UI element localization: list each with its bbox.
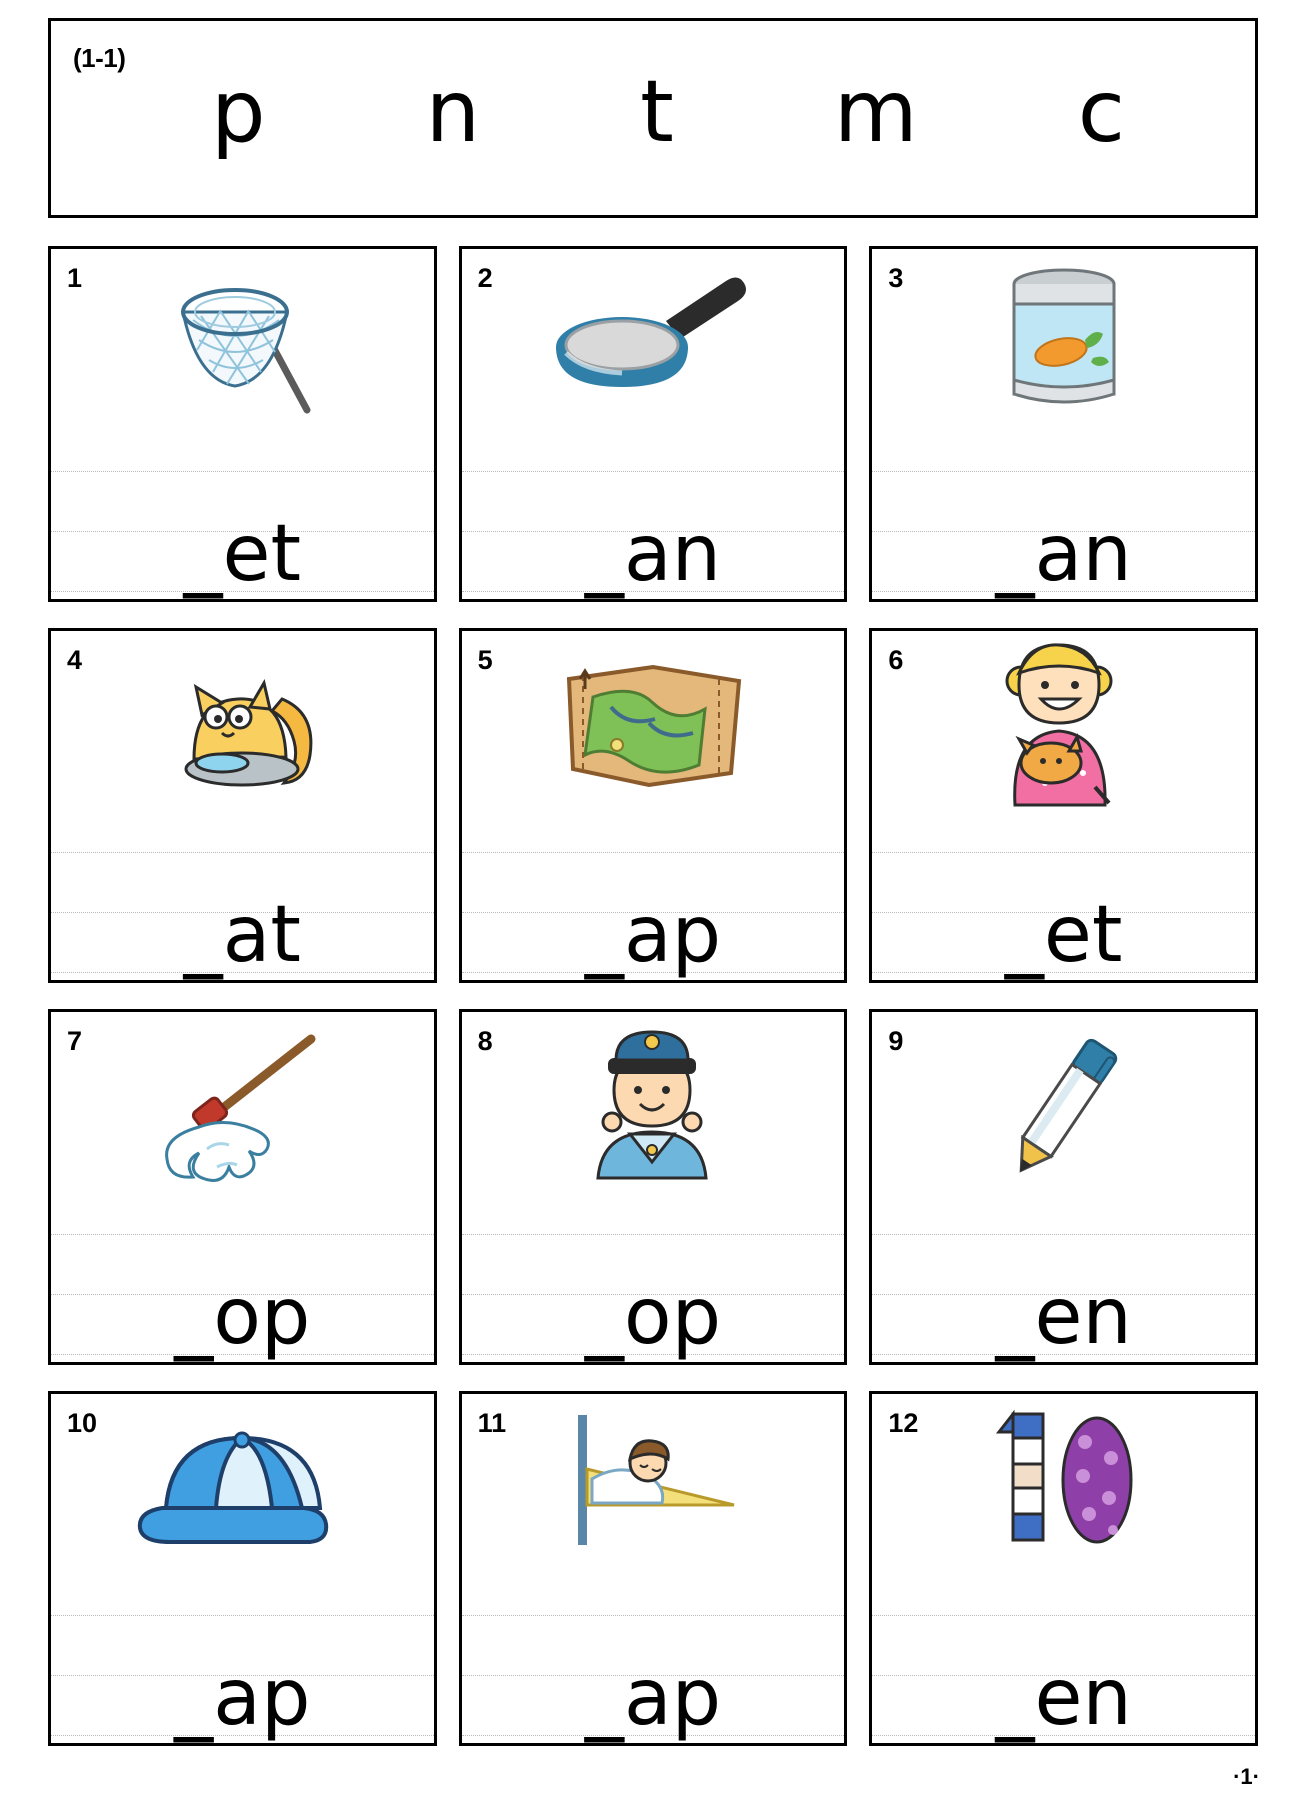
- nap-icon: [462, 1400, 845, 1575]
- worksheet-item: [459, 1391, 848, 1747]
- worksheet-item: [48, 246, 437, 602]
- frying-pan-icon: [462, 255, 845, 430]
- item-word: _op: [584, 1271, 722, 1362]
- item-word: _ap: [584, 1653, 722, 1743]
- worksheet-item: [869, 628, 1258, 984]
- pen-icon: [872, 1018, 1255, 1193]
- item-number: 2: [477, 263, 493, 293]
- bank-letter: c: [1077, 62, 1125, 162]
- mop-icon: [51, 1018, 434, 1193]
- item-number: 11: [477, 1407, 507, 1438]
- worksheet-item: [48, 628, 437, 984]
- worksheet-item: [459, 246, 848, 602]
- girl-with-pet-icon: [872, 637, 1255, 812]
- item-number: 8: [477, 1026, 493, 1056]
- worksheet-item: [869, 1391, 1258, 1747]
- tin-can-icon: [872, 255, 1255, 430]
- worksheet-item: [869, 246, 1258, 602]
- item-number: 4: [67, 644, 83, 675]
- bank-letter: m: [833, 62, 918, 162]
- bank-letter: t: [640, 62, 674, 162]
- item-word: _et: [183, 508, 302, 599]
- cap-icon: [51, 1400, 434, 1575]
- worksheet-item: [48, 1391, 437, 1747]
- item-word: _en: [995, 1271, 1132, 1362]
- bank-letter: n: [425, 62, 481, 162]
- letter-bank-letters: [211, 62, 1125, 162]
- item-number: 9: [888, 1026, 904, 1056]
- letter-bank: [48, 18, 1258, 218]
- item-number: 1: [67, 263, 83, 293]
- item-number: 12: [888, 1407, 919, 1438]
- item-word: _op: [174, 1271, 311, 1362]
- item-number: 3: [888, 263, 904, 293]
- police-cop-icon: [462, 1018, 845, 1193]
- page-number: ·1·: [1233, 1764, 1260, 1789]
- item-word: _ap: [174, 1653, 311, 1743]
- item-number: 7: [67, 1026, 83, 1056]
- number-ten-icon: [872, 1400, 1255, 1575]
- cat-icon: [51, 637, 434, 812]
- worksheet-item: [459, 628, 848, 984]
- worksheet-item: [869, 1009, 1258, 1365]
- item-word: _en: [995, 1653, 1132, 1743]
- item-word: _ap: [584, 890, 722, 980]
- item-word: _at: [183, 890, 302, 980]
- worksheet-item: [459, 1009, 848, 1365]
- bank-letter: p: [211, 62, 266, 162]
- item-number: 10: [67, 1407, 98, 1438]
- worksheet-code: (1-1): [73, 43, 126, 73]
- item-word: _an: [584, 508, 722, 599]
- map-icon: [462, 637, 845, 812]
- item-number: 6: [888, 644, 904, 675]
- worksheet-item: [48, 1009, 437, 1365]
- item-word: _an: [995, 508, 1132, 599]
- net-icon: [51, 255, 434, 430]
- items-grid: [48, 246, 1258, 1746]
- item-number: 5: [477, 644, 493, 675]
- item-word: _et: [1004, 890, 1123, 980]
